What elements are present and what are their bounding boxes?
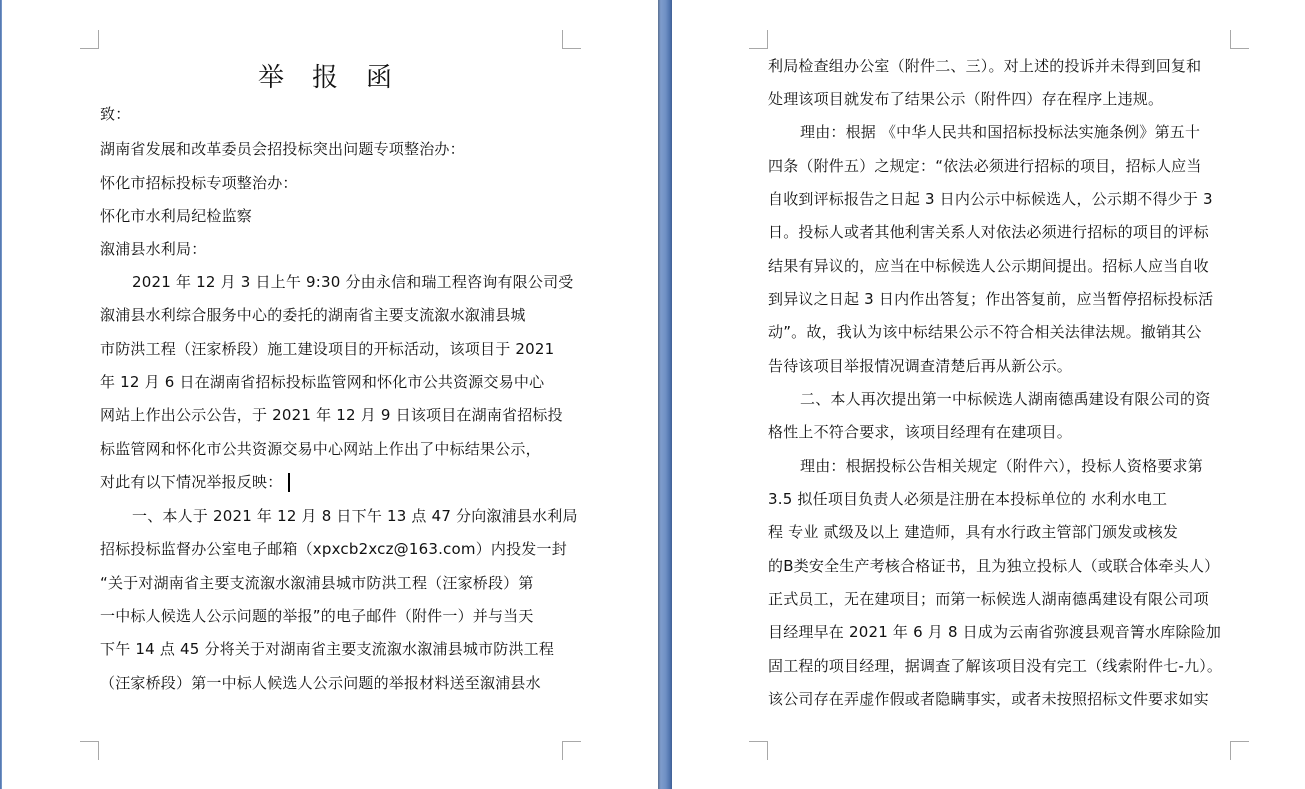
margin-corner-mark bbox=[80, 741, 99, 760]
document-page-2[interactable] bbox=[672, 0, 1305, 789]
text-line: 固工程的项目经理，据调查了解该项目没有完工（线索附件七-九）。 bbox=[768, 657, 1223, 675]
title-char: 报 bbox=[312, 63, 339, 93]
text-line: 溆浦县水利综合服务中心的委托的湖南省主要支流溆水溆浦县城 bbox=[100, 306, 526, 324]
text-line: 下午 14 点 45 分将关于对湖南省主要支流溆水溆浦县城市防洪工程 bbox=[100, 640, 555, 658]
text-line: 理由：根据投标公告相关规定（附件六），投标人资格要求第 bbox=[800, 457, 1203, 475]
page-gutter bbox=[658, 0, 672, 789]
text-line: 正式员工，无在建项目；而第一标候选人湖南德禹建设有限公司项 bbox=[768, 590, 1209, 608]
margin-corner-mark bbox=[562, 741, 581, 760]
text-line: 格性上不符合要求，该项目经理有在建项目。 bbox=[768, 423, 1073, 441]
text-line: 招标投标监督办公室电子邮箱（xpxcb2xcz@163.com）内投发一封 bbox=[100, 540, 567, 558]
text-line: 目经理早在 2021 年 6 月 8 日成为云南省弥渡县观音箐水库除险加 bbox=[768, 623, 1222, 641]
margin-corner-mark bbox=[749, 30, 768, 49]
salutation: 致： bbox=[100, 105, 131, 123]
margin-corner-mark bbox=[562, 30, 581, 49]
text-line: 二、本人再次提出第一中标候选人湖南德禹建设有限公司的资 bbox=[800, 390, 1211, 408]
text-line: 动”。故，我认为该中标结果公示不符合相关法律法规。撤销其公 bbox=[768, 323, 1202, 341]
text-line: 理由：根据 《中华人民共和国招标投标法实施条例》第五十 bbox=[800, 123, 1201, 141]
text-line: 自收到评标报告之日起 3 日内公示中标候选人，公示期不得少于 3 bbox=[768, 190, 1213, 208]
document-title bbox=[244, 57, 406, 94]
text-line: “关于对湖南省主要支流溆水溆浦县城市防洪工程（汪家桥段）第 bbox=[100, 574, 534, 592]
text-line: 告待该项目举报情况调查清楚后再从新公示。 bbox=[768, 357, 1073, 375]
text-line: 市防洪工程（汪家桥段）施工建设项目的开标活动，该项目于 2021 bbox=[100, 340, 555, 358]
margin-corner-mark bbox=[1230, 741, 1249, 760]
title-char: 函 bbox=[366, 63, 393, 93]
recipient-line: 怀化市水利局纪检监察 bbox=[100, 207, 253, 225]
text-line: 处理该项目就发布了结果公示（附件四）存在程序上违规。 bbox=[768, 90, 1164, 108]
text-line: 日。投标人或者其他利害关系人对依法必须进行招标的项目的评标 bbox=[768, 223, 1209, 241]
text-line: 标监管网和怀化市公共资源交易中心网站上作出了中标结果公示， bbox=[100, 440, 541, 458]
text-line: 该公司存在弄虚作假或者隐瞒事实，或者未按照招标文件要求如实 bbox=[768, 690, 1209, 708]
text-line: 一、本人于 2021 年 12 月 8 日下午 13 点 47 分向溆浦县水利局 bbox=[132, 507, 578, 525]
recipient-line: 溆浦县水利局： bbox=[100, 240, 207, 258]
margin-corner-mark bbox=[749, 741, 768, 760]
text-line: 程 专业 贰级及以上 建造师，具有水行政主管部门颁发或核发 bbox=[768, 523, 1179, 541]
text-line: 对此有以下情况举报反映： bbox=[100, 473, 283, 491]
text-line: 结果有异议的，应当在中标候选人公示期间提出。招标人应当自收 bbox=[768, 257, 1209, 275]
text-line: 一中标人候选人公示问题的举报”的电子邮件（附件一）并与当天 bbox=[100, 607, 534, 625]
text-line: （汪家桥段）第一中标人候选人公示问题的举报材料送至溆浦县水 bbox=[100, 674, 541, 692]
text-line: 利局检查组办公室（附件二、三）。对上述的投诉并未得到回复和 bbox=[768, 57, 1202, 75]
text-line: 2021 年 12 月 3 日上午 9:30 分由永信和瑞工程咨询有限公司受 bbox=[132, 273, 574, 291]
recipient-line: 怀化市招标投标专项整治办： bbox=[100, 174, 298, 192]
text-cursor bbox=[288, 473, 290, 492]
text-line-with-caret bbox=[100, 472, 290, 492]
text-line: 年 12 月 6 日在湖南省招标投标监管网和怀化市公共资源交易中心 bbox=[100, 373, 545, 391]
margin-corner-mark bbox=[80, 30, 99, 49]
recipient-line: 湖南省发展和改革委员会招投标突出问题专项整治办： bbox=[100, 140, 465, 158]
document-page-1[interactable] bbox=[2, 0, 658, 789]
text-line: 3.5 拟任项目负责人必须是注册在本投标单位的 水利水电工 bbox=[768, 490, 1168, 508]
margin-corner-mark bbox=[1230, 30, 1249, 49]
title-char: 举 bbox=[258, 63, 285, 93]
text-line: 网站上作出公示公告，于 2021 年 12 月 9 日该项目在湖南省招标投 bbox=[100, 406, 563, 424]
text-line: 的B类安全生产考核合格证书，且为独立投标人（或联合体牵头人） bbox=[768, 557, 1220, 575]
text-line: 到异议之日起 3 日内作出答复；作出答复前，应当暂停招标投标活 bbox=[768, 290, 1214, 308]
text-line: 四条（附件五）之规定：“依法必须进行招标的项目，招标人应当 bbox=[768, 157, 1202, 175]
